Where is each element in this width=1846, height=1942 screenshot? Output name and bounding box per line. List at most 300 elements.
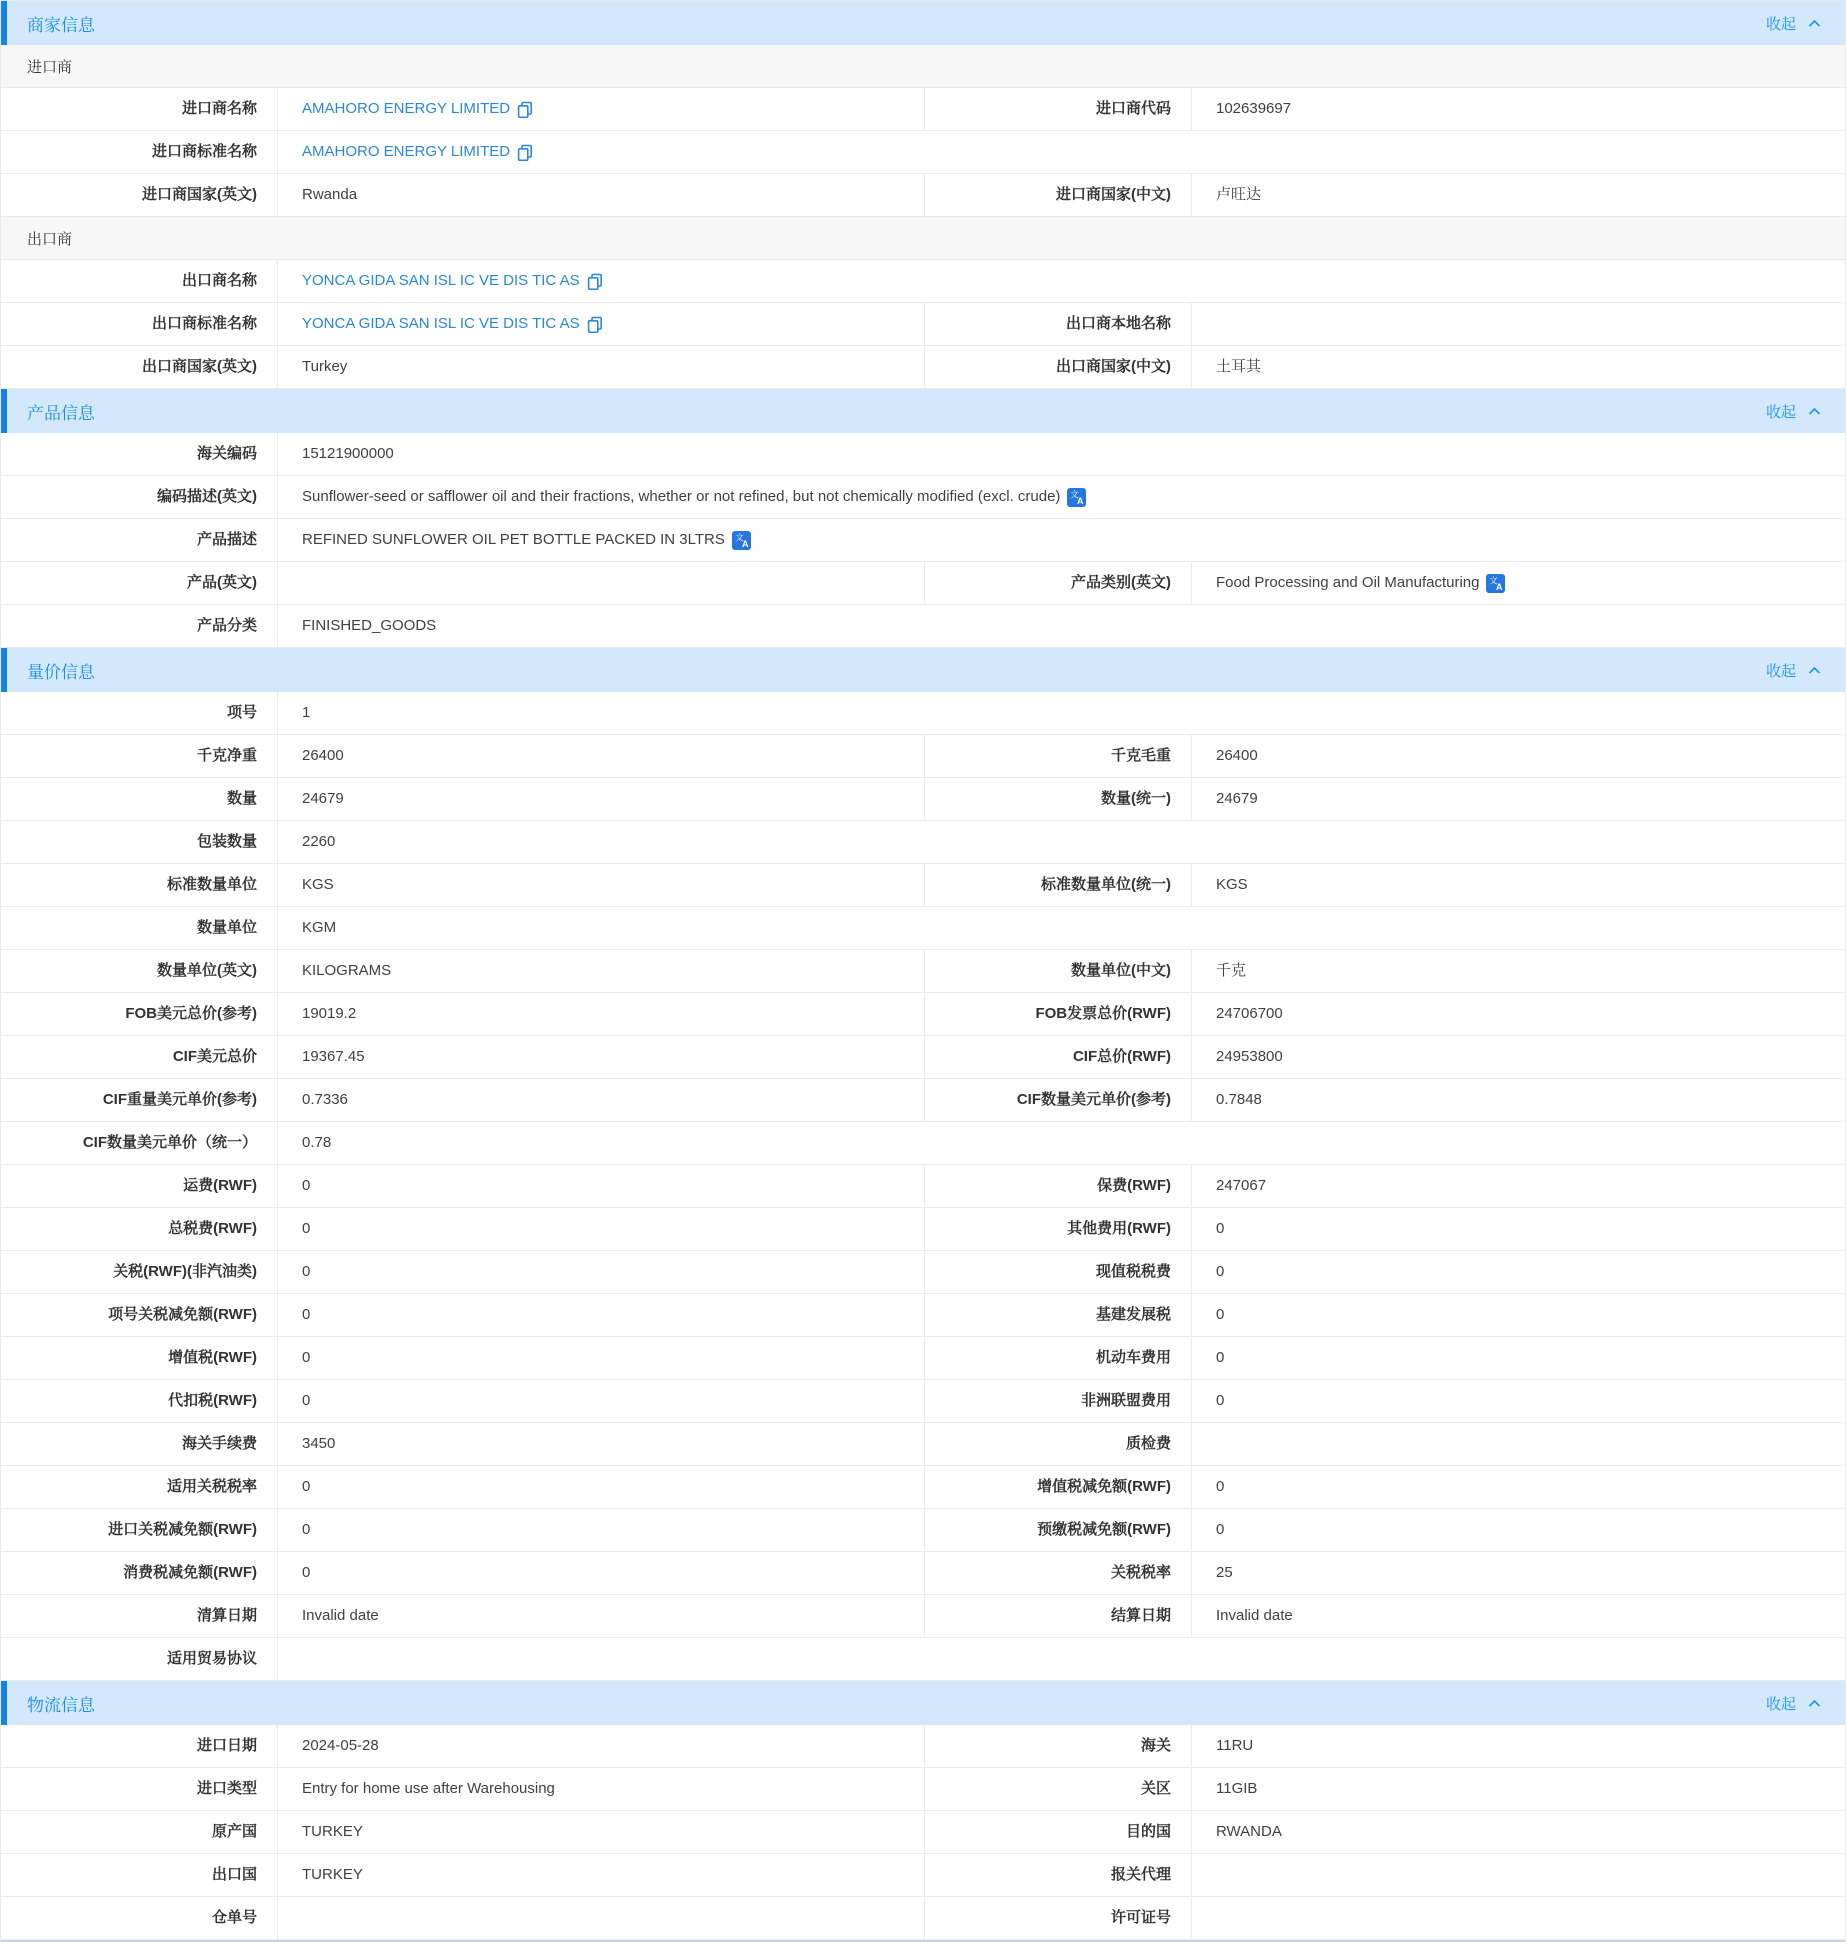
field-label-text: 进口商代码 (1095, 100, 1171, 117)
field-label (1, 174, 277, 216)
field-value-cell (1191, 778, 1846, 820)
field-value-cell (277, 1294, 924, 1336)
field-label (1, 1251, 277, 1293)
field-value-cell (1191, 1208, 1846, 1250)
field-label-text: 出口商国家(英文) (142, 358, 257, 375)
field-value-cell (277, 346, 924, 388)
table-row (1, 131, 1845, 174)
field-value-cell (277, 1380, 924, 1422)
field-label (1, 131, 277, 173)
field-label (924, 1552, 1191, 1594)
field-value-cell (1191, 1423, 1846, 1465)
field-value-cell (1191, 993, 1846, 1035)
field-value-cell (1191, 1854, 1846, 1896)
field-label-text: 出口国 (211, 1866, 257, 1883)
field-label (1, 821, 277, 863)
field-label (1, 562, 277, 604)
field-label (1, 519, 277, 561)
field-label-text: 产品描述 (196, 531, 257, 548)
field-label-text: 产品类别(英文) (1071, 574, 1171, 591)
field-value: 0 (1216, 1305, 1225, 1323)
field-value: Rwanda (302, 185, 358, 203)
collapse-label: 收起 (1765, 662, 1796, 680)
copy-icon[interactable] (517, 144, 533, 161)
field-label (1, 433, 277, 475)
chevron-up-icon (1808, 19, 1821, 28)
table-row (1, 1122, 1845, 1165)
field-label (924, 562, 1191, 604)
field-value-cell (277, 1595, 924, 1637)
field-value: 24679 (302, 789, 344, 807)
field-label (1, 1079, 277, 1121)
copy-icon[interactable] (517, 101, 533, 118)
field-value-cell (277, 1768, 924, 1810)
field-value: 0 (1216, 1262, 1225, 1280)
field-label-text: 标准数量单位(统一) (1041, 876, 1171, 893)
collapse-toggle[interactable] (1766, 13, 1821, 34)
field-label-text: 基建发展税 (1095, 1306, 1171, 1323)
table-row (1, 1552, 1845, 1595)
field-value: 0 (302, 1477, 311, 1495)
field-value: 102639697 (1216, 99, 1292, 117)
field-label-text: 数量单位(英文) (157, 962, 257, 979)
field-label-text: 编码描述(英文) (157, 488, 257, 505)
table-row (1, 1294, 1845, 1337)
table-row (1, 993, 1845, 1036)
field-label (924, 1337, 1191, 1379)
table-row (1, 1423, 1845, 1466)
company-link[interactable]: AMAHORO ENERGY LIMITED (302, 142, 511, 160)
field-value: Invalid date (302, 1606, 379, 1624)
table-row (1, 1595, 1845, 1638)
field-value-cell (277, 821, 1845, 863)
field-value-cell (277, 907, 1845, 949)
company-link[interactable]: YONCA GIDA SAN ISL IC VE DIS TIC AS (302, 271, 580, 289)
translate-icon[interactable] (1067, 488, 1086, 507)
table-row (1, 1897, 1845, 1940)
field-label-text: 关区 (1140, 1780, 1171, 1797)
field-label-text: 关税税率 (1110, 1564, 1171, 1581)
table-row (1, 303, 1845, 346)
field-value-cell (277, 1638, 1845, 1680)
field-label (1, 907, 277, 949)
field-value: 0 (302, 1391, 311, 1409)
field-value: Turkey (302, 357, 348, 375)
field-value: 24679 (1216, 789, 1258, 807)
field-value-cell (277, 433, 1845, 475)
table-row (1, 174, 1845, 217)
field-label-text: 千克毛重 (1110, 747, 1171, 764)
field-value-cell (1191, 1294, 1846, 1336)
field-value-cell (277, 1466, 924, 1508)
company-link[interactable]: AMAHORO ENERGY LIMITED (302, 99, 511, 117)
translate-icon[interactable] (732, 531, 751, 550)
field-label-text: 产品分类 (196, 617, 257, 634)
table-row (1, 260, 1845, 303)
field-label (1, 1725, 277, 1767)
field-label (924, 1423, 1191, 1465)
field-label-text: 机动车费用 (1095, 1349, 1171, 1366)
field-label-text: 产品(英文) (187, 574, 257, 591)
field-value-cell (277, 950, 924, 992)
field-label (1, 1552, 277, 1594)
field-label (1, 692, 277, 734)
field-value-cell (277, 174, 924, 216)
field-label-text: 增值税(RWF) (168, 1349, 257, 1366)
field-value: 0.78 (302, 1133, 332, 1151)
field-label-text: 进口关税减免额(RWF) (108, 1521, 257, 1538)
field-value-cell (277, 476, 1845, 518)
field-label (1, 476, 277, 518)
field-value: KGS (1216, 875, 1248, 893)
table-row (1, 1768, 1845, 1811)
field-label (1, 1423, 277, 1465)
field-value: 0 (302, 1520, 311, 1538)
field-label (1, 260, 277, 302)
field-label (1, 1811, 277, 1853)
field-label (924, 1208, 1191, 1250)
field-label-text: 其他费用(RWF) (1067, 1220, 1171, 1237)
field-value: 2260 (302, 832, 336, 850)
section-accent-bar (1, 648, 7, 692)
field-value: REFINED SUNFLOWER OIL PET BOTTLE PACKED IN 3LTRS (302, 530, 725, 548)
field-label-text: 非洲联盟费用 (1080, 1392, 1171, 1409)
copy-icon[interactable] (587, 316, 603, 333)
field-label-text: 数量 (226, 790, 257, 807)
section-3 (1, 1681, 1845, 1940)
field-value-cell (277, 260, 1845, 302)
field-label-text: 代扣税(RWF) (168, 1392, 257, 1409)
field-label (1, 1294, 277, 1336)
table-row (1, 1208, 1845, 1251)
table-row (1, 1079, 1845, 1122)
field-label (1, 1768, 277, 1810)
field-label-text: 进口商国家(英文) (142, 186, 257, 203)
field-label-text: 适用贸易协议 (166, 1650, 257, 1667)
field-label (1, 1509, 277, 1551)
field-value: 26400 (1216, 746, 1258, 764)
field-value: 0 (1216, 1520, 1225, 1538)
field-value-cell (1191, 1768, 1846, 1810)
table-row (1, 778, 1845, 821)
field-label-text: CIF美元总价 (172, 1048, 257, 1065)
field-label-text: 质检费 (1125, 1435, 1171, 1452)
field-value-cell (277, 1079, 924, 1121)
field-label (1, 1036, 277, 1078)
table-row (1, 735, 1845, 778)
field-value-cell (277, 778, 924, 820)
field-label (924, 950, 1191, 992)
field-value-cell (277, 993, 924, 1035)
field-value-cell (277, 88, 924, 130)
collapse-toggle[interactable] (1766, 401, 1821, 422)
field-value: 1 (302, 703, 311, 721)
field-value-cell (277, 1423, 924, 1465)
field-label-text: 进口商名称 (181, 100, 257, 117)
field-value: 2024-05-28 (302, 1736, 379, 1754)
field-label-text: 出口商本地名称 (1065, 315, 1171, 332)
field-label-text: 项号关税减免额(RWF) (108, 1306, 257, 1323)
field-label (924, 1036, 1191, 1078)
field-label-text: 千克净重 (196, 747, 257, 764)
field-value-cell (277, 1122, 1845, 1164)
field-value: Food Processing and Oil Manufacturing (1216, 573, 1480, 591)
field-label (924, 1854, 1191, 1896)
subsection-label: 进口商 (27, 58, 73, 76)
field-value-cell (1191, 174, 1846, 216)
collapse-toggle[interactable] (1766, 1693, 1821, 1714)
subsection-label: 出口商 (27, 230, 73, 248)
field-label-text: 海关手续费 (181, 1435, 257, 1452)
field-label (924, 1509, 1191, 1551)
field-label (1, 346, 277, 388)
field-label-text: 出口商国家(中文) (1056, 358, 1171, 375)
table-row (1, 1337, 1845, 1380)
field-value: 19019.2 (302, 1004, 357, 1022)
field-label-text: 消费税减免额(RWF) (123, 1564, 257, 1581)
field-label (1, 950, 277, 992)
field-value-cell (1191, 1165, 1846, 1207)
field-label (1, 1122, 277, 1164)
field-value-cell (277, 1337, 924, 1379)
field-value-cell (277, 1552, 924, 1594)
field-value: 0 (302, 1176, 311, 1194)
field-value-cell (277, 692, 1845, 734)
field-label (924, 303, 1191, 345)
field-value: 26400 (302, 746, 344, 764)
copy-icon[interactable] (587, 273, 603, 290)
field-label (1, 303, 277, 345)
table-row (1, 864, 1845, 907)
field-label (924, 1380, 1191, 1422)
field-label (924, 1294, 1191, 1336)
section-accent-bar (1, 1681, 7, 1725)
field-value-cell (1191, 88, 1846, 130)
table-row (1, 1466, 1845, 1509)
field-label (924, 1768, 1191, 1810)
section-accent-bar (1, 1, 7, 45)
field-value: FINISHED_GOODS (302, 616, 437, 634)
table-row (1, 1725, 1845, 1768)
field-value: KGM (302, 918, 337, 936)
table-row (1, 88, 1845, 131)
field-value: TURKEY (302, 1822, 363, 1840)
field-value-cell (1191, 1380, 1846, 1422)
field-value-cell (277, 1897, 924, 1939)
table-row (1, 907, 1845, 950)
table-row (1, 1854, 1845, 1897)
field-value-cell (1191, 303, 1846, 345)
field-value: 11GIB (1216, 1779, 1258, 1797)
table-row (1, 1165, 1845, 1208)
field-label-text: 适用关税税率 (166, 1478, 257, 1495)
section-header (1, 1, 1845, 45)
field-label (1, 864, 277, 906)
field-value-cell (277, 605, 1845, 647)
field-label (924, 778, 1191, 820)
field-label-text: 运费(RWF) (183, 1177, 257, 1194)
field-value: 0 (302, 1348, 311, 1366)
field-value: KILOGRAMS (302, 961, 392, 979)
table-row (1, 346, 1845, 389)
field-value: Entry for home use after Warehousing (302, 1779, 555, 1797)
field-value: 0 (1216, 1391, 1225, 1409)
field-value-cell (277, 1811, 924, 1853)
field-value-cell (277, 131, 1845, 173)
field-label (1, 1595, 277, 1637)
field-label-text: CIF数量美元单价(参考) (1016, 1091, 1171, 1108)
field-value: 0 (302, 1262, 311, 1280)
field-value: 千克 (1216, 961, 1247, 979)
field-label-text: CIF数量美元单价（统一） (82, 1134, 257, 1151)
field-label (1, 1854, 277, 1896)
field-value-cell (1191, 1811, 1846, 1853)
field-label-text: 目的国 (1125, 1823, 1171, 1840)
field-value-cell (1191, 735, 1846, 777)
translate-icon[interactable] (1486, 574, 1505, 593)
field-value: TURKEY (302, 1865, 363, 1883)
field-value-cell (1191, 1552, 1846, 1594)
field-label (924, 735, 1191, 777)
section-title: 物流信息 (27, 1695, 95, 1715)
table-row (1, 433, 1845, 476)
subsection-header (1, 217, 1845, 260)
field-value: RWANDA (1216, 1822, 1282, 1840)
field-label-text: 海关编码 (196, 445, 257, 462)
collapse-toggle[interactable] (1766, 660, 1821, 681)
field-label-text: 出口商名称 (181, 272, 257, 289)
section-title: 产品信息 (27, 403, 95, 423)
field-label-text: 出口商标准名称 (151, 315, 257, 332)
field-label-text: 许可证号 (1110, 1909, 1171, 1926)
svg-text:文: 文 (1070, 489, 1080, 500)
field-value-cell (277, 303, 924, 345)
collapse-label: 收起 (1765, 15, 1796, 33)
table-row (1, 1811, 1845, 1854)
table-row (1, 950, 1845, 993)
field-value-cell (277, 864, 924, 906)
table-row (1, 1036, 1845, 1079)
field-label-text: 数量单位 (196, 919, 257, 936)
svg-text:A: A (741, 538, 749, 549)
field-value: 3450 (302, 1434, 336, 1452)
field-value-cell (1191, 562, 1846, 604)
table-row (1, 1509, 1845, 1552)
field-label (924, 1251, 1191, 1293)
field-value-cell (277, 1854, 924, 1896)
field-label (924, 1811, 1191, 1853)
field-label (924, 1165, 1191, 1207)
field-value: KGS (302, 875, 334, 893)
field-label (924, 346, 1191, 388)
field-label (1, 1380, 277, 1422)
field-label (924, 864, 1191, 906)
table-row (1, 821, 1845, 864)
field-value: 0 (1216, 1348, 1225, 1366)
field-value-cell (277, 519, 1845, 561)
field-value-cell (1191, 1079, 1846, 1121)
field-value-cell (1191, 1251, 1846, 1293)
section-0 (1, 1, 1845, 389)
field-label-text: 原产国 (211, 1823, 257, 1840)
field-label-text: 进口日期 (196, 1737, 257, 1754)
field-label-text: 进口商标准名称 (151, 143, 257, 160)
field-label-text: FOB美元总价(参考) (125, 1005, 257, 1022)
field-value-cell (277, 1165, 924, 1207)
field-label-text: 仓单号 (211, 1909, 257, 1926)
field-label-text: 增值税减免额(RWF) (1037, 1478, 1171, 1495)
field-value-cell (277, 562, 924, 604)
field-label (1, 1165, 277, 1207)
field-label-text: 保费(RWF) (1097, 1177, 1171, 1194)
field-value: 247067 (1216, 1176, 1267, 1194)
table-row (1, 605, 1845, 648)
section-header (1, 389, 1845, 433)
field-label (924, 1466, 1191, 1508)
field-value: 19367.45 (302, 1047, 365, 1065)
field-value-cell (1191, 1509, 1846, 1551)
field-label (1, 605, 277, 647)
field-label (924, 993, 1191, 1035)
field-label-text: 项号 (226, 704, 257, 721)
company-link[interactable]: YONCA GIDA SAN ISL IC VE DIS TIC AS (302, 314, 580, 332)
field-label-text: 进口商国家(中文) (1056, 186, 1171, 203)
table-row (1, 476, 1845, 519)
field-value-cell (277, 1251, 924, 1293)
field-label-text: 关税(RWF)(非汽油类) (113, 1263, 257, 1280)
field-value: 0.7336 (302, 1090, 348, 1108)
field-value: 0 (302, 1563, 311, 1581)
field-label (1, 993, 277, 1035)
field-value: 卢旺达 (1216, 185, 1262, 203)
field-label-text: 总税费(RWF) (168, 1220, 257, 1237)
section-header (1, 648, 1845, 692)
field-label-text: FOB发票总价(RWF) (1035, 1005, 1171, 1022)
field-label-text: CIF总价(RWF) (1072, 1048, 1171, 1065)
field-value-cell (1191, 1337, 1846, 1379)
field-value: 11RU (1216, 1736, 1254, 1754)
field-value-cell (1191, 346, 1846, 388)
field-label (924, 88, 1191, 130)
field-label-text: CIF重量美元单价(参考) (102, 1091, 257, 1108)
collapse-label: 收起 (1765, 403, 1796, 421)
field-label (1, 778, 277, 820)
table-row (1, 519, 1845, 562)
field-value: 24953800 (1216, 1047, 1283, 1065)
section-accent-bar (1, 389, 7, 433)
field-label (1, 735, 277, 777)
svg-text:文: 文 (735, 532, 744, 543)
field-value-cell (1191, 1725, 1846, 1767)
field-value-cell (1191, 1036, 1846, 1078)
field-value: 25 (1216, 1563, 1233, 1581)
field-value-cell (277, 1208, 924, 1250)
svg-text:A: A (1077, 495, 1084, 506)
field-label-text: 数量单位(中文) (1071, 962, 1171, 979)
table-row (1, 562, 1845, 605)
field-label (924, 1897, 1191, 1939)
chevron-up-icon (1808, 1699, 1821, 1708)
table-row (1, 1251, 1845, 1294)
field-value-cell (277, 1036, 924, 1078)
collapse-label: 收起 (1765, 1695, 1796, 1713)
field-value: 15121900000 (302, 444, 394, 462)
field-value-cell (277, 1509, 924, 1551)
section-header (1, 1681, 1845, 1725)
field-label-text: 包装数量 (196, 833, 257, 850)
field-label (924, 1595, 1191, 1637)
field-value: 0 (302, 1219, 311, 1237)
